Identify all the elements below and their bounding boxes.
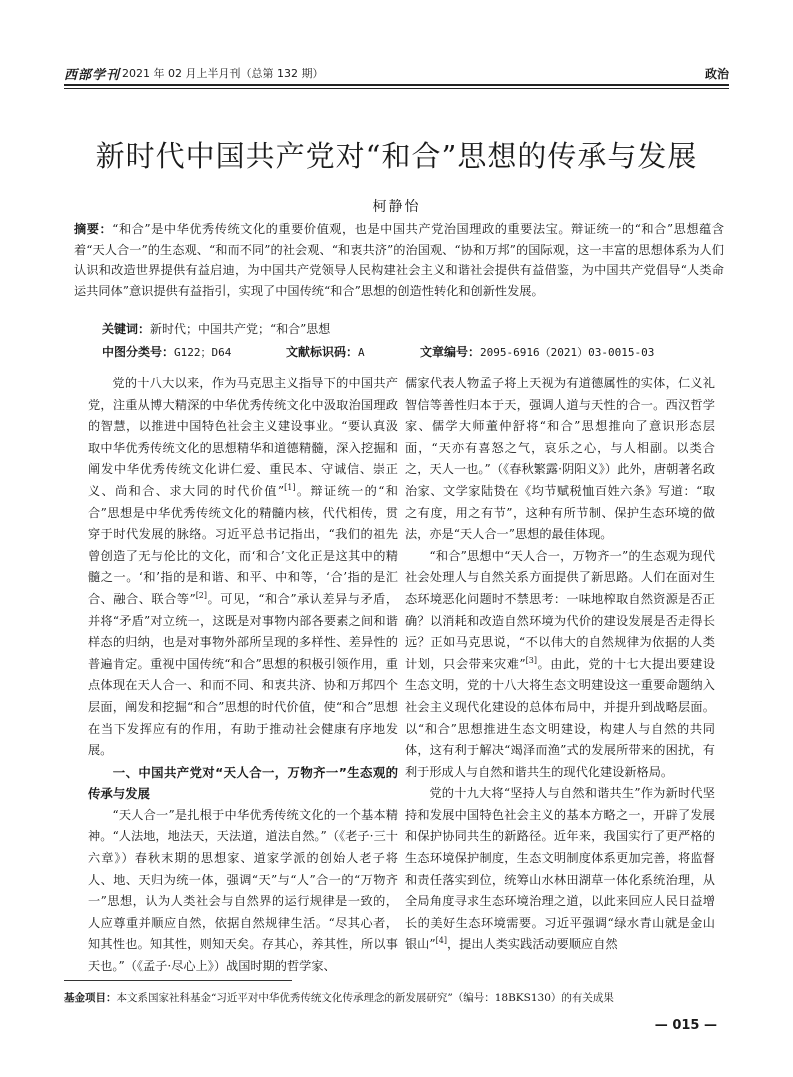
keywords-row bbox=[102, 320, 330, 337]
article-no-label: 文章编号： bbox=[420, 345, 481, 359]
section-label: 政治 bbox=[704, 67, 729, 81]
paragraph: “和合”思想中“天人合一，万物齐一”的生态观为现代社会处理人与自然关系方面提供了新思路。人们在面对生态环境恶化问题时不禁思考：一味地榨取自然资源是否正确？以消耗和改造自然环境为代价的建设发展是否走得长远？正如马克思说，“不以伟大的自然规律为依据的人类计划，只会带来灾难”[3]。由此，党的十七大提出要建设生态文明，党的十八大将生态文明建设这一重要命题纳入社会主义现代化建设的总体布局中，并提升到战略层面。以“和合”思想推进生态文明建设，构建人与自然的共同体，这有利于解决“竭泽而渔”式的发展所带来的困扰，有利于形成人与自然和谐共生的现代化建设新格局。 bbox=[405, 548, 716, 779]
paragraph: 党的十八大以来，作为马克思主义指导下的中国共产党，注重从博大精深的中华优秀传统文化中汲取治国理政的智慧，以推进中国特色社会主义建设事业。“要认真汲取中华优秀传统文化的思想精华和道德精髓，深入挖掘和阐发中华优秀传统文化讲仁爱、重民本、守诚信、崇正义、尚和合、求大同的时代价值”[1]。辩证统一的“和合”思想是中华优秀传统文化的精髓内核，代代相传，贯穿于时代发展的脉络。习近平总书记指出，“我们的祖先曾创造了无与伦比的文化，而‘和合’文化正是这其中的精髓之一。‘和’指的是和谐、和平、中和等，‘合’指的是汇合、融合、联合等”[2]。可见，“和合”承认差异与矛盾，并将“矛盾”对立统一，这既是对事物内部各要素之间和谐样态的归纳，也是对事物外部所呈现的多样性、差异性的普遍肯定。重视中国传统“和合”思想的积极引领作用，重点体现在天人合一、和而不同、和衷共济、协和万邦四个层面，阐发和挖掘“和合”思想的时代价值，使“和合”思想在当下发挥应有的作用，有助于推动社会健康有序地发展。 bbox=[88, 376, 399, 758]
journal-logo: 西部学刊 bbox=[64, 68, 121, 83]
paragraph: 儒家代表人物孟子将上天视为有道德属性的实体，仁义礼智信等善性归本于天，强调人道与天性的合一。西汉哲学家、儒学大师董仲舒将“和合”思想推向了意识形态层面，“天亦有喜怒之气，哀乐之心，与人相副。以类合之，天人一也。”（《春秋繁露·阴阳义》）此外，唐朝著名政治家、文学家陆贽在《均节赋税恤百姓六条》写道：“取之有度，用之有节”，这种有所节制、保护生态环境的做法，亦是“天人合一”思想的最佳体现。 bbox=[405, 376, 715, 542]
section-heading: 一、中国共产党对“天人合一，万物齐一”生态观的传承与发展 bbox=[88, 764, 398, 802]
footnote-text: 本文系国家社科基金“习近平对中华优秀传统文化传承理念的新发展研究”（编号：18BKS130）的有关成果 bbox=[116, 992, 614, 1004]
keywords-text: 新时代；中国共产党；“和合”思想 bbox=[150, 322, 331, 336]
doc-code-label: 文献标识码： bbox=[286, 345, 359, 359]
citation: [4] bbox=[435, 936, 447, 946]
paragraph: 党的十九大将“坚持人与自然和谐共生”作为新时代坚持和发展中国特色社会主义的基本方略之一，开辟了发展和保护协同共生的新路径。近年来，我国实行了更严格的生态环境保护制度，生态文明制度体系更加完善，将监督和责任落实到位，统筹山水林田湖草一体化系统治理，从全局角度寻求生态环境治理之道，以此来回应人民日益增长的美好生态环境需要。习近平强调“绿水青山就是金山银山”[4]，提出人类实践活动要顺应自然 bbox=[405, 786, 715, 952]
paragraph: “天人合一”是扎根于中华优秀传统文化的一个基本精神。“人法地，地法天，天法道，道法自然。”（《老子·三十六章》）春秋末期的思想家、道家学派的创始人老子将人、地、天归为统一体，强调“天”与“人”合一的“万物齐一”思想，认为人类社会与自然界的运行规律是一致的，人应尊重并顺应自然，依据自然规律生活。“尽其心者，知其性也。知其性，则知天矣。存其心，养其性，所以事天也。”（《孟子·尽心上》）战国时期的哲学家、 bbox=[88, 807, 398, 974]
clc-value: G122；D64 bbox=[174, 346, 232, 359]
page-number: — 015 — bbox=[654, 1018, 717, 1033]
keywords-label: 关键词： bbox=[102, 322, 151, 336]
article-title: 新时代中国共产党对“和合”思想的传承与发展 bbox=[95, 139, 698, 173]
header-rule bbox=[64, 84, 729, 86]
running-header bbox=[64, 62, 729, 84]
article-no-value: 2095-6916（2021）03-0015-03 bbox=[480, 346, 655, 359]
citation: [2] bbox=[195, 590, 208, 600]
abstract-label: 摘要： bbox=[74, 222, 113, 236]
citation: [1] bbox=[284, 482, 296, 492]
body-column-right bbox=[405, 373, 715, 956]
author-name: 柯静怡 bbox=[372, 199, 421, 215]
clc-row bbox=[102, 343, 231, 360]
doc-code-row bbox=[286, 343, 365, 360]
citation: [3] bbox=[525, 655, 538, 665]
doc-code-value: A bbox=[358, 346, 365, 359]
clc-label: 中图分类号： bbox=[102, 345, 175, 359]
article-no-row bbox=[420, 343, 654, 360]
body-column-left bbox=[88, 373, 398, 978]
abstract bbox=[74, 219, 724, 301]
funding-footnote bbox=[64, 990, 614, 1005]
footnote-rule bbox=[64, 980, 292, 981]
abstract-text: “和合”是中华优秀传统文化的重要价值观，也是中国共产党治国理政的重要法宝。辩证统一的“和合”思想蕴含着“天人合一”的生态观、“和而不同”的社会观、“和衷共济”的治国观、“协和万邦”的国际观，这一丰富的思想体系为人们认识和改造世界提供有益启迪，为中国共产党领导人民构建社会主义和谐社会提供有益借鉴，为中国共产党倡导“人类命运共同体”意识提供有益指引，实现了中国传统“和合”思想的创造性转化和创新性发展。 bbox=[74, 222, 725, 298]
header-rule-thin bbox=[64, 88, 729, 89]
issue-info: 2021 年 02 月上半月刊（总第 132 期） bbox=[122, 67, 324, 80]
footnote-label: 基金项目： bbox=[64, 992, 117, 1004]
